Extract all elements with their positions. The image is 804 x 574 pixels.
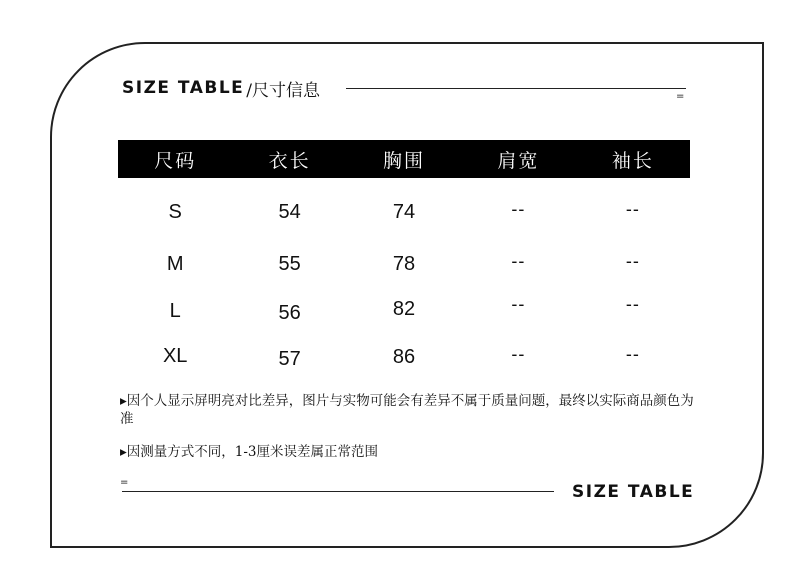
table-row xyxy=(118,253,690,276)
table-cell: -- xyxy=(625,344,640,364)
footer-rule xyxy=(122,491,554,492)
table-cell: -- xyxy=(511,344,526,364)
size-table-header xyxy=(122,76,320,100)
table-row xyxy=(118,201,690,224)
table-row xyxy=(118,345,690,368)
table-cell: 54 xyxy=(278,201,301,223)
note-measurement-tolerance: ▸因测量方式不同，1-3厘米误差属正常范围 xyxy=(120,444,379,460)
table-cell: 57 xyxy=(278,348,301,370)
header-title-zh: /尺寸信息 xyxy=(246,80,320,101)
table-cell: -- xyxy=(511,199,526,219)
table-cell: -- xyxy=(625,294,640,314)
table-cell: 86 xyxy=(392,346,416,368)
column-header: 尺码 xyxy=(154,149,197,172)
table-cell: M xyxy=(166,253,184,275)
table-cell: 56 xyxy=(278,302,301,324)
table-cell: 82 xyxy=(392,298,416,320)
table-cell: -- xyxy=(625,251,640,271)
header-mark: = xyxy=(676,91,685,102)
header-rule xyxy=(346,88,686,89)
table-cell: 74 xyxy=(392,201,416,223)
table-cell: 55 xyxy=(278,253,301,275)
table-cell: -- xyxy=(625,199,640,219)
footer-title: SIZE TABLE xyxy=(572,482,695,502)
table-cell: -- xyxy=(511,294,526,314)
table-cell: -- xyxy=(511,251,526,271)
table-cell: XL xyxy=(162,345,188,367)
table-cell: 78 xyxy=(392,253,416,275)
table-cell: L xyxy=(169,300,181,322)
column-header: 胸围 xyxy=(383,149,426,172)
column-header: 肩宽 xyxy=(497,149,540,172)
column-header: 袖长 xyxy=(611,149,654,172)
footer-mark: = xyxy=(120,477,129,488)
table-cell: S xyxy=(168,201,182,223)
table-header-row xyxy=(118,140,690,178)
header-title-en: SIZE TABLE xyxy=(122,78,245,98)
column-header: 衣长 xyxy=(268,149,311,172)
table-row xyxy=(118,294,690,324)
note-display-difference: ▸因个人显示屏明亮对比差异，图片与实物可能会有差异不属于质量问题，最终以实际商品颜色为准 xyxy=(120,393,694,427)
